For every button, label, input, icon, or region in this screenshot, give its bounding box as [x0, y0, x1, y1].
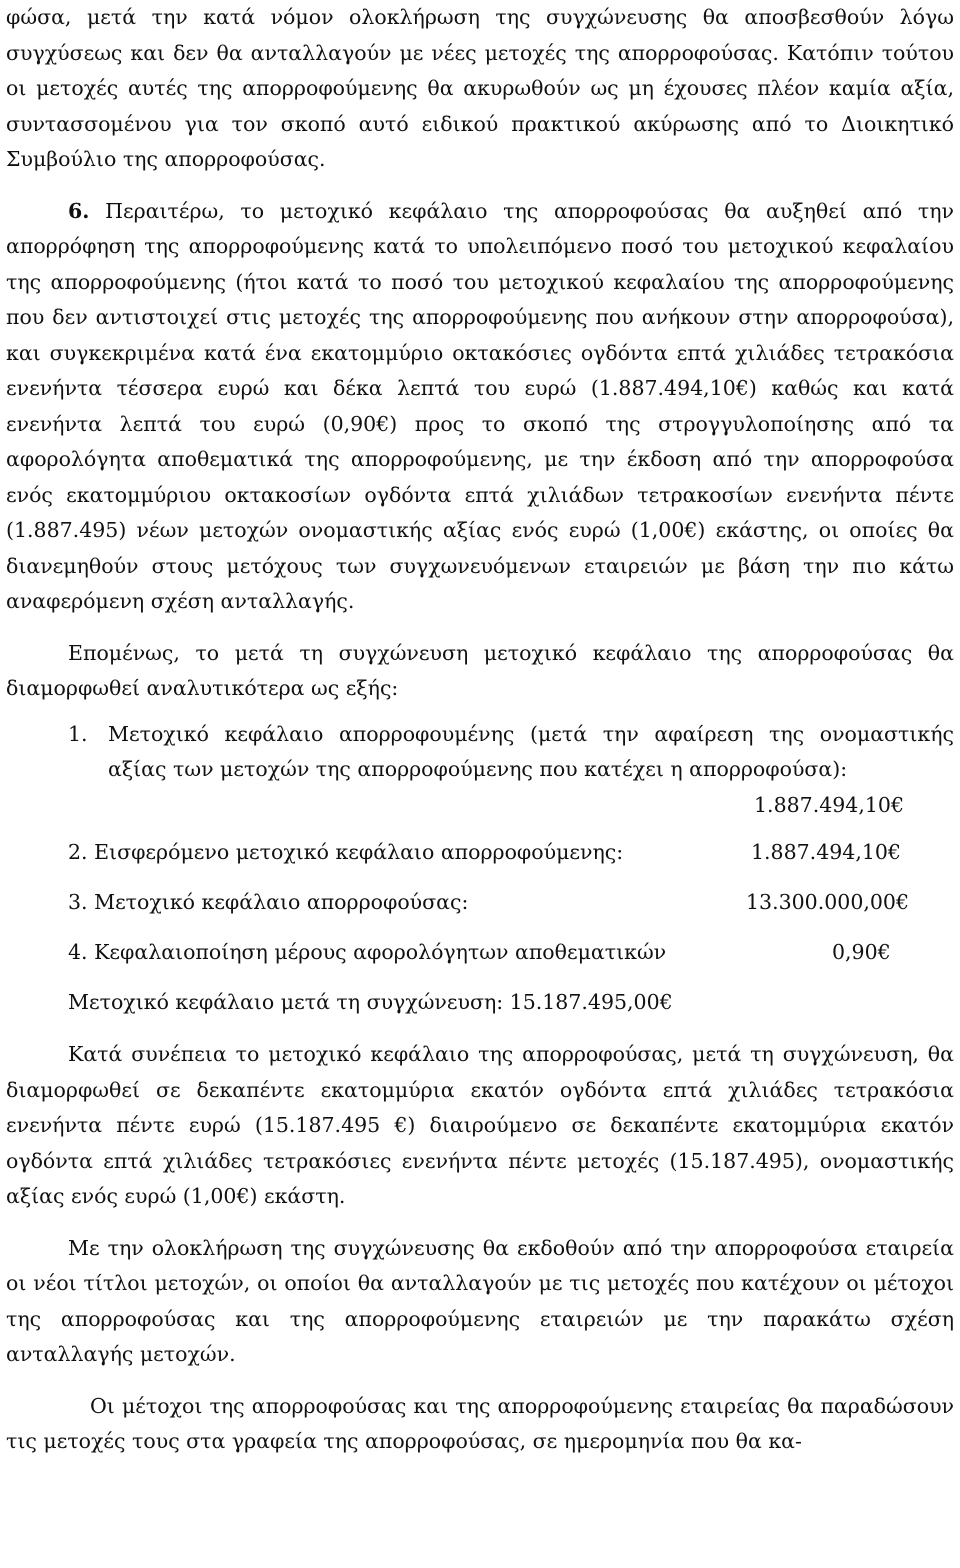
list-item-1-amount: 1.887.494,10€: [754, 792, 904, 817]
total-capital-line: [6, 985, 954, 1021]
list-item-2: [6, 835, 954, 871]
paragraph-item-6: [6, 194, 954, 620]
list-item-3-amount: 13.300.000,00€: [746, 890, 910, 914]
item-6-text: Περαιτέρω, το μετοχικό κεφάλαιο της απορροφούσας θα αυξηθεί από την απορρόφηση της απορροφούμενης κατά το υπολειπόμενο ποσό του μετοχικού κεφαλαίου της απορροφούμενης (ήτοι κατά το ποσό του μετοχικού κεφαλαίου της απορροφούμενης που δεν αντιστοιχεί στις μετοχές της απορροφούμενης που ανήκουν στην απορροφούσα), και συγκεκριμένα κατά ένα εκατομμύριο οκτακόσιες ογδόντα επτά χιλιάδες τετρακόσια ενενήντα τέσσερα ευρώ και δέκα λεπτά του ευρώ (1.887.494,10€) καθώς και κατά ενενήντα λεπτά του ευρώ (0,90€) προς το σκοπό της στρογγυλοποίησης από τα αφορολόγητα αποθεματικά της απορροφούμενης, με την έκδοση από την απορροφούσα ενός εκατομμύριου οκτακοσίων ογδόντα επτά χιλιάδων τετρακοσίων ενενήντα πέντε (1.887.495) νέων μετοχών ονομαστικής αξίας ενός ευρώ (1,00€) εκάστης, οι οποίες θα διανεμηθούν στους μετόχους των συγχωνευόμενων εταιρειών με βάση την πιο κάτω αναφερόμενη σχέση ανταλλαγής.: [6, 198, 954, 613]
paragraph-consequently: Επομένως, το μετά τη συγχώνευση μετοχικό κεφάλαιο της απορροφούσας θα διαμορφωθεί αναλυτικότερα ως εξής:: [6, 640, 954, 700]
list-item-1: [6, 717, 954, 824]
paragraph-new-titles: Με την ολοκλήρωση της συγχώνευσης θα εκδοθούν από την απορροφούσα εταιρεία οι νέοι τίτλοι μετοχών, οι οποίοι θα ανταλλαγούν με τις μετοχές που κατέχουν οι μέτοχοι της απορροφούσας και της απορροφούμενης εταιρειών με την παρακάτω σχέση ανταλλαγής μετοχών.: [6, 1235, 954, 1366]
capital-breakdown-list: [6, 717, 954, 1022]
list-item-4-amount: 0,90€: [832, 940, 891, 964]
list-item-2-amount: 1.887.494,10€: [751, 840, 901, 864]
list-item-4-label: 4. Κεφαλαιοποίηση μέρους αφορολόγητων αποθεματικών: [68, 940, 667, 964]
list-item-1-text: Μετοχικό κεφάλαιο απορροφουμένης (μετά την αφαίρεση της ονομαστικής αξίας των μετοχών της απορροφούμενης που κατέχει η απορροφούσα):: [108, 721, 954, 781]
total-capital-text: Μετοχικό κεφάλαιο μετά τη συγχώνευση: 15.187.495,00€: [68, 990, 673, 1014]
list-item-3-label: 3. Μετοχικό κεφάλαιο απορροφούσας:: [68, 890, 469, 914]
list-item-2-label: 2. Εισφερόμενο μετοχικό κεφάλαιο απορροφούμενης:: [68, 840, 624, 864]
paragraph-result: Κατά συνέπεια το μετοχικό κεφάλαιο της απορροφούσας, μετά τη συγχώνευση, θα διαμορφωθεί σε δεκαπέντε εκατομμύρια εκατόν ογδόντα επτά χιλιάδες τετρακόσια ενενήντα πέντε ευρώ (15.187.495 €) διαιρούμενο σε δεκαπέντε εκατομμύρια εκατόν ογδόντα επτά χιλιάδες τετρακόσιες ενενήντα πέντε μετοχές (15.187.495), ονομαστικής αξίας ενός ευρώ (1,00€) εκάστη.: [6, 1042, 954, 1208]
list-item-1-number: 1.: [68, 721, 88, 746]
document-page: [6, 0, 954, 1460]
list-item-4: [6, 935, 954, 971]
item-6-number: 6.: [68, 198, 90, 223]
paragraph-shareholders-delivery: Οι μέτοχοι της απορροφούσας και της απορροφούμενης εταιρείας θα παραδώσουν τις μετοχές τους στα γραφεία της απορροφούσας, σε ημερομηνία που θα κα-: [6, 1393, 954, 1453]
paragraph-continuation: φώσα, μετά την κατά νόμον ολοκλήρωση της συγχώνευσης θα αποσβεσθούν λόγω συγχύσεως και δεν θα ανταλλαγούν με νέες μετοχές της απορροφούσας. Κατόπιν τούτου οι μετοχές αυτές της απορροφούμενης θα ακυρωθούν ως μη έχουσες πλέον καμία αξία, συντασσομένου για τον σκοπό αυτό ειδικού πρακτικού ακύρωσης από το Διοικητικό Συμβούλιο της απορροφούσας.: [6, 5, 954, 171]
list-item-3: [6, 885, 954, 921]
